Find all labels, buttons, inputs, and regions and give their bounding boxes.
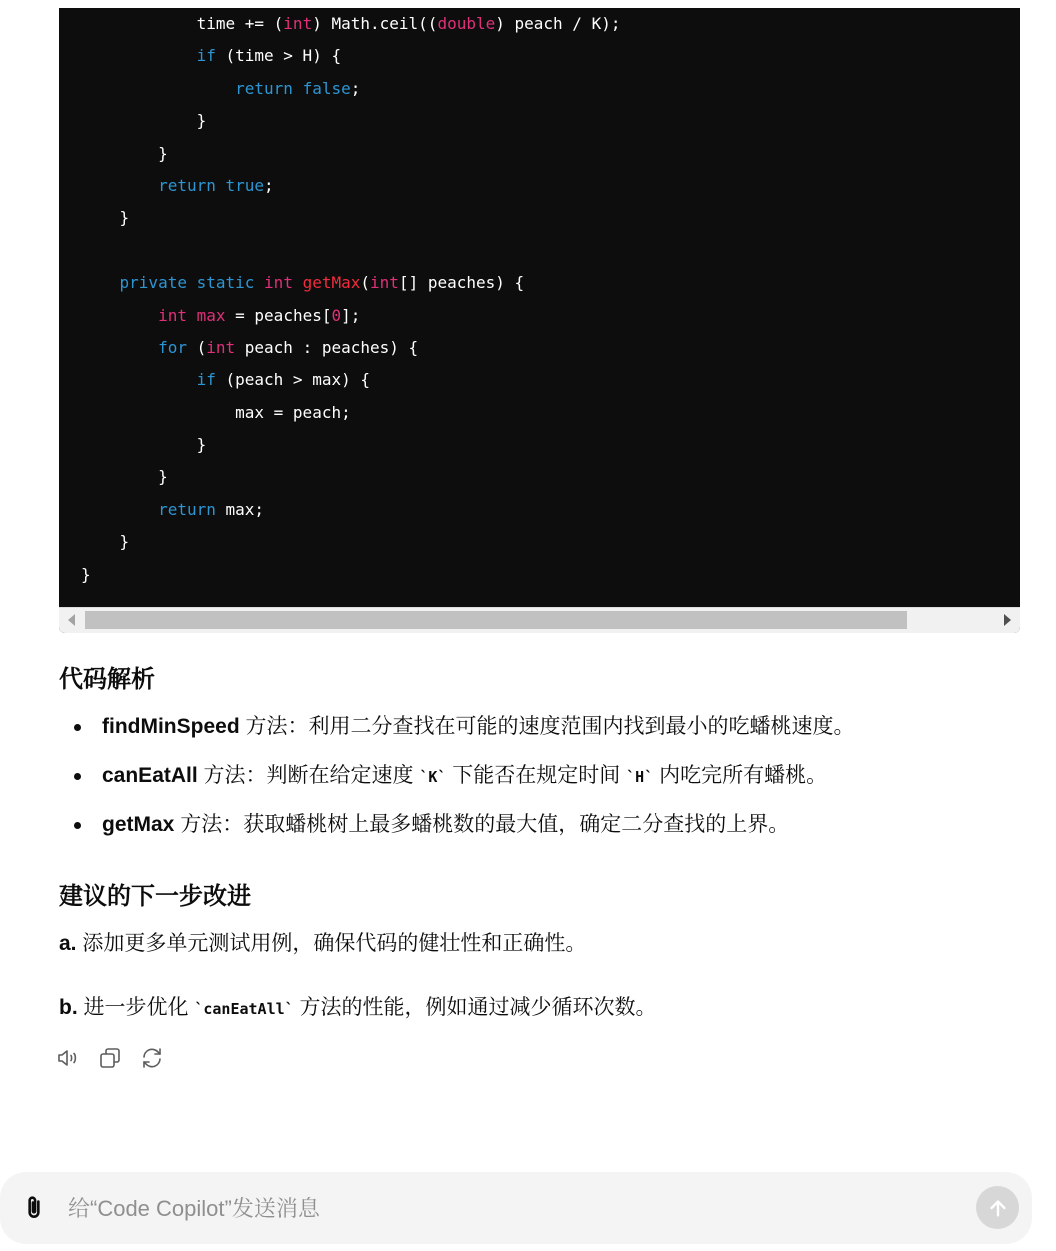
code-token: [81, 46, 197, 65]
code-token: getMax: [302, 273, 361, 293]
code-token: max: [196, 305, 226, 325]
item-text: 方法：判断在给定速度: [197, 764, 420, 787]
inline-code: `K`: [419, 768, 447, 786]
scroll-right-arrow-icon[interactable]: [1004, 614, 1011, 626]
analysis-heading: 代码解析: [59, 666, 155, 693]
code-token: = peaches[: [225, 305, 332, 325]
suggestion-a: [59, 928, 586, 960]
code-token: return: [158, 499, 216, 519]
suggestion-b: [59, 992, 657, 1025]
code-token: return: [158, 175, 216, 195]
read-aloud-button[interactable]: [56, 1046, 80, 1070]
analysis-list: [59, 708, 1019, 855]
code-token: [81, 306, 158, 325]
paperclip-icon: [21, 1195, 47, 1221]
code-token: if: [196, 370, 216, 390]
code-token: }: [81, 467, 168, 487]
next-steps-heading: 建议的下一步改进: [59, 883, 251, 910]
code-token: (time > H) {: [215, 46, 342, 66]
code-line: [81, 526, 620, 558]
code-line: [81, 138, 620, 170]
code-token: (peach > max) {: [215, 370, 370, 390]
code-token: ;: [350, 78, 361, 98]
code-token: false: [302, 78, 351, 98]
item-text: 下能否在规定时间: [446, 764, 627, 787]
code-token: [293, 79, 303, 98]
attach-button[interactable]: [20, 1194, 48, 1222]
code-token: (: [186, 337, 207, 357]
item-text: 方法：利用二分查找在可能的速度范围内找到最小的吃蟠桃速度。: [239, 715, 855, 738]
code-token: true: [225, 175, 265, 195]
code-token: [81, 500, 158, 519]
code-token: }: [81, 111, 207, 131]
code-token: int: [264, 273, 293, 293]
inline-code: `canEatAll`: [194, 1000, 294, 1018]
message-composer: [0, 1172, 1032, 1244]
code-token: [187, 273, 197, 292]
code-token: peach : peaches) {: [235, 337, 419, 357]
code-token: int: [283, 14, 313, 33]
horizontal-scrollbar[interactable]: [59, 607, 1020, 633]
code-token: [81, 273, 120, 292]
code-line: [81, 429, 620, 461]
code-token: int: [158, 305, 187, 325]
code-token: }: [81, 435, 207, 455]
suggestion-text: 方法的性能，例如通过减少循环次数。: [293, 996, 657, 1019]
inline-code: `H`: [626, 768, 654, 786]
code-line: [81, 267, 620, 299]
code-line: [81, 202, 620, 234]
code-token: double: [437, 14, 496, 33]
code-line: [81, 170, 620, 202]
code-token: [81, 176, 158, 195]
speaker-icon: [56, 1046, 80, 1070]
message-input[interactable]: [66, 1188, 950, 1230]
code-token: }: [81, 532, 130, 552]
code-token: max = peach;: [81, 402, 351, 422]
code-token: max;: [215, 499, 265, 519]
code-token: [254, 273, 264, 292]
send-button[interactable]: [976, 1186, 1019, 1229]
copy-button[interactable]: [98, 1046, 122, 1070]
suggestion-label: b.: [59, 996, 78, 1019]
code-line: [81, 461, 620, 493]
code-line: [81, 8, 620, 40]
code-line: [81, 494, 620, 526]
list-item: [59, 806, 1019, 855]
scrollbar-thumb[interactable]: [85, 611, 907, 629]
code-token: return: [235, 78, 293, 98]
code-line: [81, 364, 620, 396]
code-line: [81, 559, 620, 591]
code-token: [187, 306, 197, 325]
code-content: [81, 8, 620, 591]
code-token: time += (: [81, 14, 284, 33]
code-token: if: [196, 46, 216, 66]
code-token: for: [158, 337, 187, 357]
code-token: [81, 338, 158, 357]
method-name: canEatAll: [102, 764, 198, 787]
code-line: [81, 105, 620, 137]
suggestion-text: 添加更多单元测试用例，确保代码的健壮性和正确性。: [76, 932, 587, 955]
code-token: int: [206, 337, 236, 357]
code-token: private: [119, 273, 187, 293]
code-line: [81, 332, 620, 364]
suggestion-label: a.: [59, 932, 77, 955]
code-token: ) Math.ceil((: [312, 14, 438, 33]
code-line: [81, 397, 620, 429]
code-token: [293, 273, 303, 292]
regenerate-button[interactable]: [140, 1046, 164, 1070]
code-token: ) peach / K);: [495, 14, 621, 33]
code-token: }: [81, 564, 91, 584]
code-line: [81, 235, 620, 267]
code-token: }: [81, 208, 130, 228]
arrow-up-icon: [987, 1197, 1009, 1219]
code-token: [81, 79, 235, 98]
code-line: [81, 73, 620, 105]
regenerate-icon: [140, 1046, 164, 1070]
method-name: getMax: [102, 813, 175, 836]
item-text: 方法：获取蟠桃树上最多蟠桃数的最大值，确定二分查找的上界。: [174, 813, 790, 836]
code-token: [] peaches) {: [398, 273, 525, 293]
code-token: (: [360, 273, 371, 293]
suggestion-text: 进一步优化: [77, 996, 195, 1019]
code-token: [216, 176, 226, 195]
method-name: findMinSpeed: [102, 715, 240, 738]
code-block: [59, 8, 1020, 633]
list-item: [59, 757, 1019, 806]
copy-icon: [98, 1046, 122, 1070]
code-token: ];: [341, 305, 361, 325]
code-line: [81, 40, 620, 72]
code-token: [81, 370, 197, 389]
message-actions: [56, 1046, 164, 1070]
code-token: ;: [264, 175, 274, 195]
code-token: static: [196, 273, 255, 293]
scroll-left-arrow-icon[interactable]: [68, 614, 75, 626]
code-line: [81, 300, 620, 332]
code-token: int: [370, 273, 399, 293]
item-text: 内吃完所有蟠桃。: [653, 764, 828, 787]
list-item: [59, 708, 1019, 757]
code-token: }: [81, 143, 168, 163]
code-token: 0: [331, 305, 342, 325]
